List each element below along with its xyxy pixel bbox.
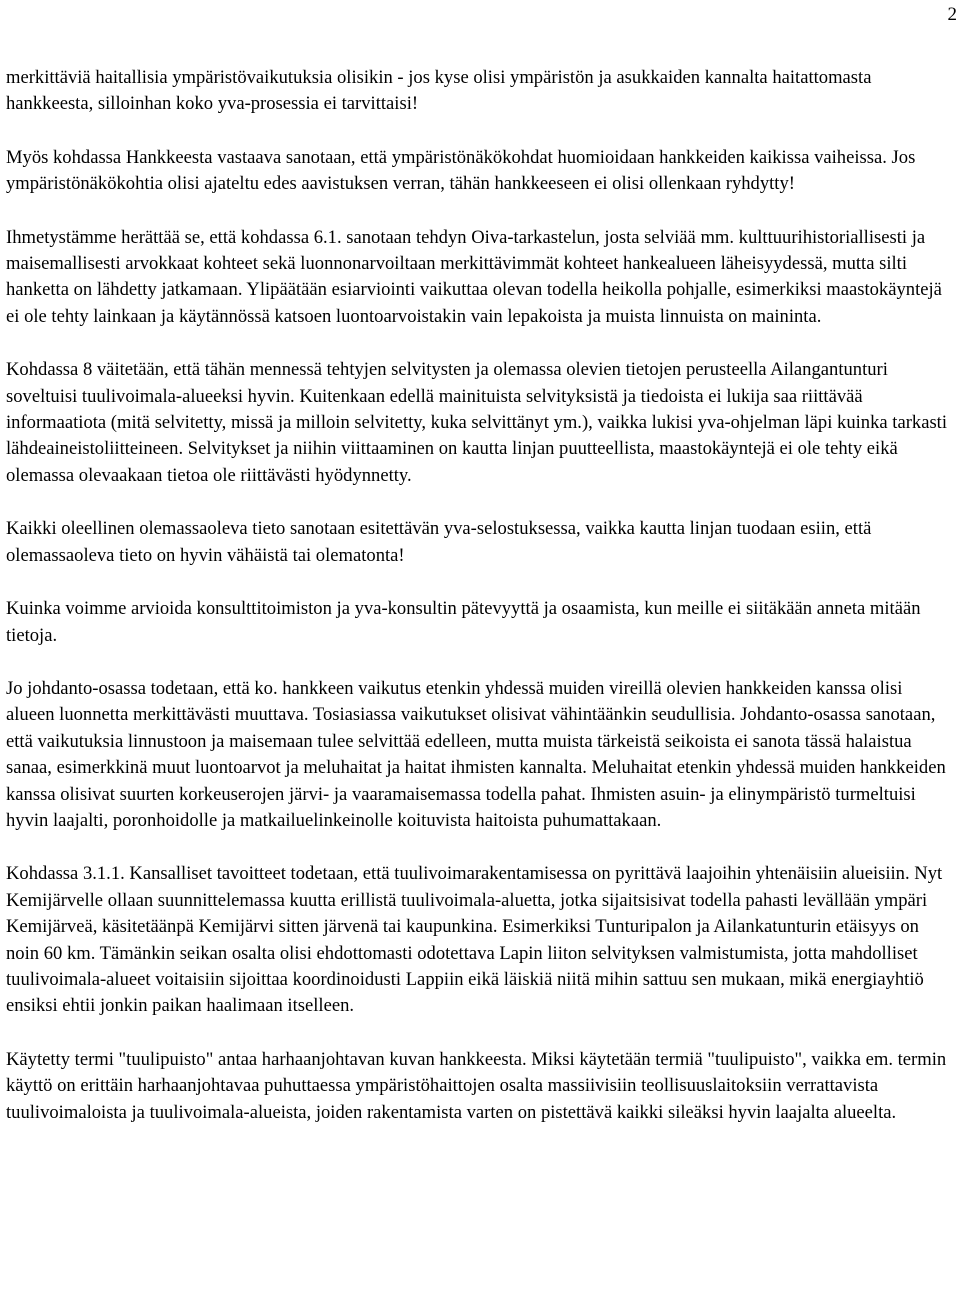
paragraph-9: Käytetty termi "tuulipuisto" antaa harhaanjohtavan kuvan hankkeesta. Miksi käytetään termiä "tuulipuisto", vaikka em. termin käyttö on erittäin harhaanjohtavaa puhuttaessa ympäristöhaittojen osalta massiivisiin teollisuuslaitoksiin verrattavista tuulivoimaloista ja tuulivoimala-alueista, joiden rakentamista varten on pistettävä kaikki sileäksi hyvin laajalta alueelta. bbox=[6, 1048, 947, 1123]
paragraph-1: merkittäviä haitallisia ympäristövaikutuksia olisikin - jos kyse olisi ympäristön ja asukkaiden kannalta haitattomasta hankkeesta, silloinhan koko yva-prosessia ei tarvittaisi! bbox=[6, 67, 872, 115]
paragraph-6: Kuinka voimme arvioida konsulttitoimiston ja yva-konsultin pätevyyttä ja osaamista, kun meille ei siitäkään anneta mitään tietoja. bbox=[6, 598, 921, 646]
page-number: 2 bbox=[947, 4, 957, 25]
paragraph-7: Jo johdanto-osassa todetaan, että ko. hankkeen vaikutus etenkin yhdessä muiden vireillä olevien hankkeiden kanssa olisi alueen luonnetta merkittävästi muuttava. Tosiasiassa vaikutukset olisivat vähintäänkin seudullisia. Johdanto-osassa sanotaan, että vaikutuksia linnustoon ja maisemaan tulee selvittää edelleen, mutta muista tärkeistä seikoista ei sanota tässä halaistua sanaa, esimerkkinä muut luontoarvot ja meluhaitat ja haitat ihmisten kannalta. Meluhaitat etenkin yhdessä muiden hankkeiden kanssa olisivat suurten korkeuserojen järvi- ja vaaramaisemassa todella pahat. Ihmisten asuin- ja elinympäristö turmeltuisi hyvin laajalti, poronhoidolle ja matkailuelinkeinolle koituvista haitoista puhumattakaan. bbox=[6, 677, 946, 831]
paragraph-2: Myös kohdassa Hankkeesta vastaava sanotaan, että ympäristönäkökohdat huomioidaan hankkeiden kaikissa vaiheissa. Jos ympäristönäkökohtia olisi ajateltu edes aavistuksen verran, tähän hankkeeseen ei olisi ollenkaan ryhdytty! bbox=[6, 146, 916, 195]
paragraph-5: Kaikki oleellinen olemassaoleva tieto sanotaan esitettävän yva-selostuksessa, vaikka kautta linjan tuodaan esiin, että olemassaoleva tieto on hyvin vähäistä tai olematonta! bbox=[6, 518, 872, 566]
document-body bbox=[6, 65, 954, 1126]
paragraph-3: Ihmetystämme herättää se, että kohdassa 6.1. sanotaan tehdyn Oiva-tarkastelun, josta selviää mm. kulttuurihistoriallisesti ja maisemallisesti arvokkaat kohteet sekä luonnonarvoiltaan merkittävimmät kohteet hankealueen läheisyydessä, mutta silti hanketta on lähdetty jatkamaan. Ylipäätään esiarviointi vaikuttaa olevan todella heikolla pohjalle, esimerkiksi maastokäyntejä ei ole tehty lainkaan ja käytännössä katsoen luontoarvoistakin vain lepakoista ja muista linnuista on maininta. bbox=[6, 226, 942, 327]
paragraph-8: Kohdassa 3.1.1. Kansalliset tavoitteet todetaan, että tuulivoimarakentamisessa on pyrittävä laajoihin yhtenäisiin alueisiin. Nyt Kemijärvelle ollaan suunnittelemassa kuutta erillistä tuulivoimala-aluetta, jotka sijaitsisivat todella pahasti levällään ympäri Kemijärveä, käsitetäänpä Kemijärvi sitten järvenä tai kaupunkina. Esimerkiksi Tunturipalon ja Ailankatunturin etäisyys on noin 60 km. Tämänkin seikan osalta olisi ehdottomasti odotettava Lapin liiton selvityksen valmistumista, jotta mahdolliset tuulivoimala-alueet voitaisiin sijoittaa koordinoidusti Lappiin eikä läiskiä niitä mihin sattuu sen mukaan, mikä energiayhtiö ensiksi ehtii jonkin paikan haalimaan itselleen. bbox=[6, 863, 943, 1017]
paragraph-4: Kohdassa 8 väitetään, että tähän mennessä tehtyjen selvitysten ja olemassa olevien tietojen perusteella Ailangantunturi soveltuisi tuulivoimala-alueeksi hyvin. Kuitenkaan edellä mainituista selvityksistä ja tiedoista ei lukija saa riittävää informaatiota (mitä selvitetty, missä ja milloin selvitetty, kuka selvittänyt ym.), vaikka lukisi yva-ohjelman läpi kuinka tarkasti lähdeaineistoliitteineen. Selvitykset ja niihin viittaaminen on kautta linjan puutteellista, maastokäyntejä ei ole tehty eikä olemassa olevaakaan tietoa ole riittävästi hyödynnetty. bbox=[6, 359, 948, 486]
